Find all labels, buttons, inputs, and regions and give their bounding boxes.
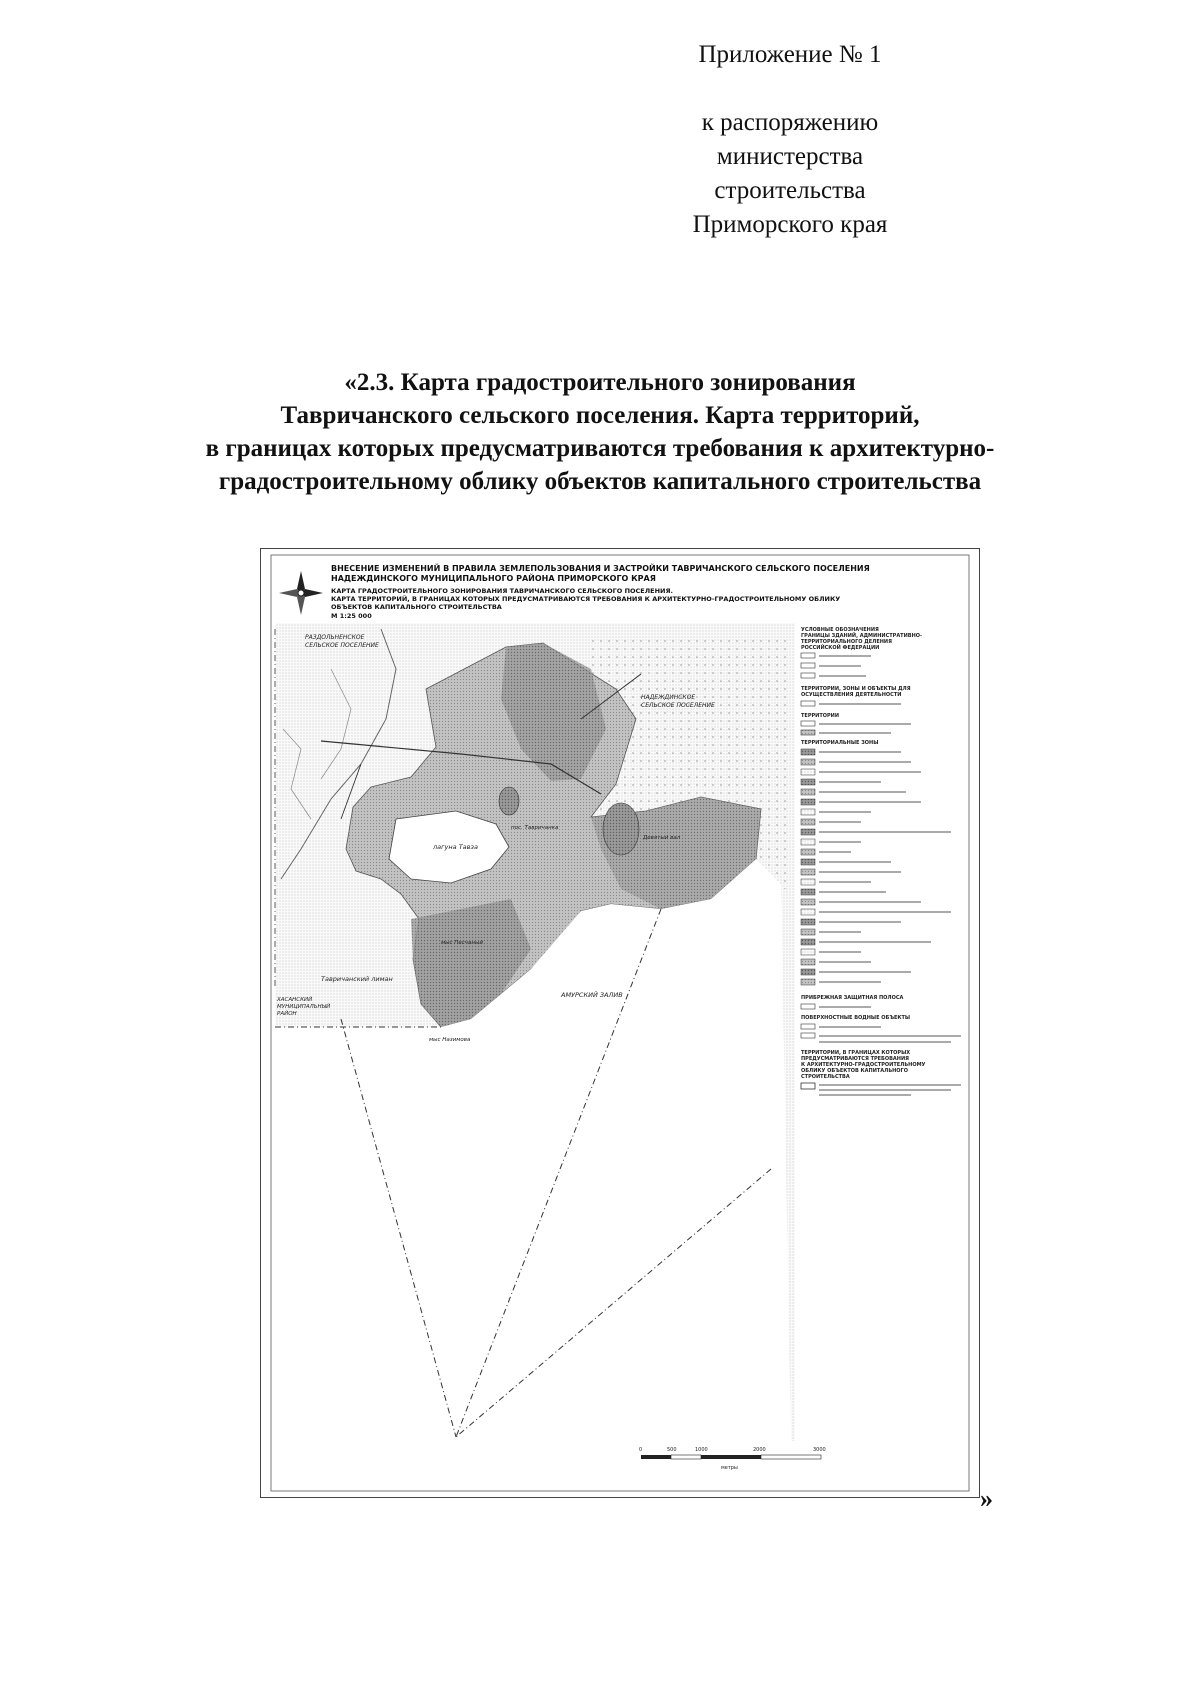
legend-section-7e: СТРОИТЕЛЬСТВА [801,1074,850,1080]
compass-rose-icon [279,571,323,615]
label-nadezhdinskoe-2: СЕЛЬСКОЕ ПОСЕЛЕНИЕ [641,702,715,709]
appendix-line-2: министерства строительства [714,143,866,204]
map-header-2: НАДЕЖДИНСКОГО МУНИЦИПАЛЬНОГО РАЙОНА ПРИМОРСКОГО КРАЯ [331,574,656,583]
label-razdolnenskoe: РАЗДОЛЬНЕНСКОЕ [305,634,365,641]
appendix-line-1: к распоряжению [701,109,879,136]
label-zaliv: Тавричанский лиман [321,975,393,983]
scale-tick-0: 0 [639,1447,643,1453]
zoning-map [260,548,980,1498]
appendix-number: Приложение № 1 [698,41,882,68]
appendix-block [640,38,940,242]
legend-title-4: РОССИЙСКОЙ ФЕДЕРАЦИИ [801,645,880,651]
legend-title-1: УСЛОВНЫЕ ОБОЗНАЧЕНИЯ [801,627,879,633]
appendix-line-3: Приморского края [692,211,888,238]
label-devyaty: Девятый вал [643,835,681,841]
label-mys: мыс Песчаный [441,940,483,946]
map-header-5: ОБЪЕКТОВ КАПИТАЛЬНОГО СТРОИТЕЛЬСТВА [331,603,502,611]
heading-line-3: в границах которых предусматриваются требования к архитектурно- [205,435,995,462]
legend-section-7: ТЕРРИТОРИИ, В ГРАНИЦАХ КОТОРЫХ [801,1050,911,1056]
map-legend [796,623,966,1443]
map-header-1: ВНЕСЕНИЕ ИЗМЕНЕНИЙ В ПРАВИЛА ЗЕМЛЕПОЛЬЗОВАНИЯ И ЗАСТРОЙКИ ТАВРИЧАНСКОГО СЕЛЬСКОГО ПОСЕЛЕНИЯ [331,564,870,573]
closing-quote: » [980,1484,993,1513]
scale-tick-500: 500 [667,1447,677,1453]
legend-section-4: ТЕРРИТОРИАЛЬНЫЕ ЗОНЫ [801,740,879,746]
lake [499,787,519,815]
scale-tick-1000: 1000 [695,1447,708,1453]
label-nadezhdinskoe: НАДЕЖДИНСКОЕ [641,694,696,701]
legend-section-3: ТЕРРИТОРИИ [801,713,840,719]
legend-section-7b: ПРЕДУСМАТРИВАЮТСЯ ТРЕБОВАНИЯ [801,1056,910,1062]
label-tavrichanka: пос. Тавричанка [511,825,559,831]
label-khasan-3: РАЙОН [277,1011,297,1017]
lake [603,803,639,855]
map-drawing [261,549,979,1497]
label-razdolnenskoe-2: СЕЛЬСКОЕ ПОСЕЛЕНИЕ [305,642,379,649]
scale-unit: метры [721,1465,738,1471]
label-laguna: лагуна Тавза [433,843,478,851]
label-khasan: ХАСАНСКИЙ [277,997,313,1003]
legend-section-5: ПРИБРЕЖНАЯ ЗАЩИТНАЯ ПОЛОСА [801,995,904,1001]
document-heading [100,366,1100,498]
map-scale-label: М 1:25 000 [331,612,372,620]
map-header-4: КАРТА ТЕРРИТОРИЙ, В ГРАНИЦАХ КОТОРЫХ ПРЕДУСМАТРИВАЮТСЯ ТРЕБОВАНИЯ К АРХИТЕКТУРНО-ГРАДОСТРОИТЕЛЬНОМУ ОБЛИКУ [331,595,841,603]
label-nazimov: мыс Назимова [429,1037,471,1043]
legend-section-6: ПОВЕРХНОСТНЫЕ ВОДНЫЕ ОБЪЕКТЫ [801,1015,911,1021]
scale-bar [639,1447,826,1471]
heading-line-2: Тавричанского сельского поселения. Карта территорий, [280,402,920,429]
legend-title-2: ГРАНИЦЫ ЗДАНИЙ, АДМИНИСТРАТИВНО- [801,633,923,639]
heading-line-4: градостроительному облику объектов капитального строительства [218,468,982,495]
legend-section-7c: К АРХИТЕКТУРНО-ГРАДОСТРОИТЕЛЬНОМУ [801,1062,926,1068]
scale-tick-3000: 3000 [813,1447,826,1453]
label-khasan-2: МУНИЦИПАЛЬНЫЙ [277,1004,331,1010]
legend-section-2b: ОСУЩЕСТВЛЕНИЯ ДЕЯТЕЛЬНОСТИ [801,692,902,698]
scale-tick-2000: 2000 [753,1447,766,1453]
legend-title-3: ТЕРРИТОРИАЛЬНОГО ДЕЛЕНИЯ [801,639,892,645]
label-amur: АМУРСКИЙ ЗАЛИВ [561,991,623,999]
legend-section-7d: ОБЛИКУ ОБЪЕКТОВ КАПИТАЛЬНОГО [801,1068,908,1074]
map-header-3: КАРТА ГРАДОСТРОИТЕЛЬНОГО ЗОНИРОВАНИЯ ТАВРИЧАНСКОГО СЕЛЬСКОГО ПОСЕЛЕНИЯ. [331,587,673,595]
heading-line-1: «2.3. Карта градостроительного зонирования [344,369,856,396]
legend-section-2: ТЕРРИТОРИИ, ЗОНЫ И ОБЪЕКТЫ ДЛЯ [801,686,911,692]
